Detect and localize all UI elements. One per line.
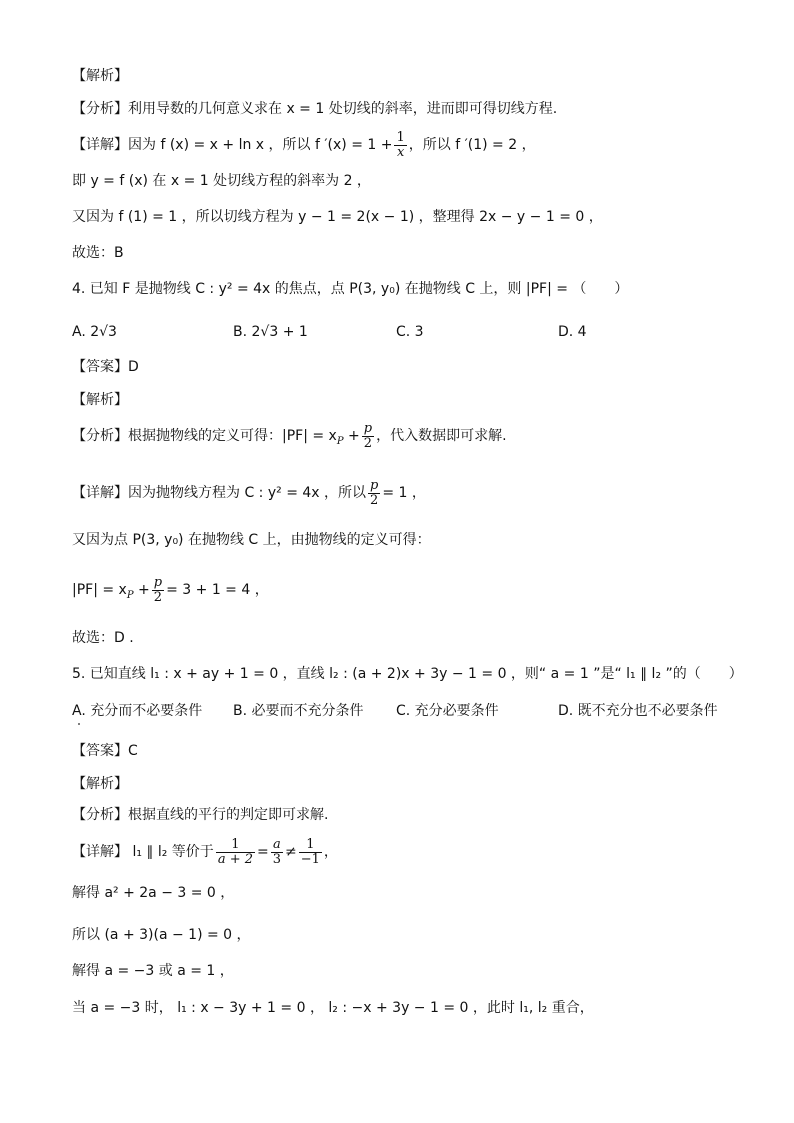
fraction-a-over-3 — [271, 838, 283, 867]
fraction-denominator: x — [396, 144, 405, 160]
q5-option-d: D. 既不充分也不必要条件 — [558, 703, 718, 719]
q4-analysis-heading: 【解析】 — [72, 392, 128, 408]
q4-detail-line1 — [72, 476, 426, 510]
stray-dot — [78, 723, 80, 725]
fraction-p-over-2 — [362, 422, 374, 451]
fraction-numerator: p — [370, 477, 379, 493]
q4-detail-text-b: = 1 ， — [382, 485, 426, 501]
fraction-p-over-2 — [152, 576, 164, 605]
question-4-stem: 4. 已知 F 是抛物线 C : y² = 4x 的焦点，点 P(3, y₀) 在抛物线 C 上，则 |PF| = （ ） — [72, 281, 629, 297]
fraction-denominator: 2 — [370, 492, 379, 508]
q3-answer-select: 故选：B — [72, 245, 124, 261]
equals-sign: = — [257, 844, 269, 860]
fraction-numerator: a — [271, 838, 283, 853]
fraction-denominator: 2 — [153, 589, 163, 605]
q5-detail-line5: 当 a = −3 时， l₁ : x − 3y + 1 = 0 ， l₂ : −x + 3y − 1 = 0 ，此时 l₁, l₂ 重合， — [72, 1000, 594, 1016]
fraction-1-over-x — [394, 131, 406, 160]
q5-detail-line4: 解得 a = −3 或 a = 1 ， — [72, 963, 234, 979]
fraction-numerator: p — [363, 420, 373, 436]
q3-detail-line2: 即 y = f (x) 在 x = 1 处切线方程的斜率为 2 ， — [72, 173, 371, 189]
q5-option-b: B. 必要而不充分条件 — [233, 703, 364, 719]
fraction-denominator: a + 2 — [217, 851, 253, 867]
q4-option-c: C. 3 — [396, 324, 424, 340]
q4-detail-text-a: 【详解】因为抛物线方程为 C : y² = 4x ，所以 — [72, 485, 367, 501]
q3-detail-line1 — [72, 128, 536, 162]
fraction-denominator: 2 — [363, 435, 373, 451]
q5-detail-text-a: 【详解】 l₁ ∥ l₂ 等价于 — [72, 844, 214, 860]
q5-detail-line3: 所以 (a + 3)(a − 1) = 0 ， — [72, 927, 251, 943]
q5-option-c: C. 充分必要条件 — [396, 703, 499, 719]
fraction-numerator: 1 — [396, 129, 405, 145]
q5-detail-text-b: ， — [323, 844, 338, 860]
fraction-numerator: p — [153, 574, 163, 590]
subscript-p: P — [336, 435, 344, 447]
fraction-denominator: 3 — [272, 851, 282, 867]
fraction-1-over-a-plus-2 — [216, 838, 255, 867]
question-5-stem: 5. 已知直线 l₁ : x + ay + 1 = 0 ，直线 l₂ : (a + 2)x + 3y − 1 = 0 ，则“ a = 1 ”是“ l₁ ∥ l₂ ”的（ ） — [72, 666, 743, 682]
q3-analysis-text: 【分析】利用导数的几何意义求在 x = 1 处切线的斜率，进而即可得切线方程. — [72, 101, 558, 117]
analysis-heading: 【解析】 — [72, 68, 128, 84]
q4-answer-select: 故选：D . — [72, 630, 134, 646]
q4-detail-line2: 又因为点 P(3, y₀) 在抛物线 C 上，由抛物线的定义可得： — [72, 532, 431, 548]
q4-option-b: B. 2√3 + 1 — [233, 324, 308, 340]
q4-analysis-text-a: 【分析】根据抛物线的定义可得：|PF| = x — [72, 428, 337, 444]
q5-detail-line1 — [72, 832, 338, 872]
q5-option-a: A. 充分而不必要条件 — [72, 703, 203, 719]
q4-option-d: D. 4 — [558, 324, 587, 340]
fraction-1-over-minus-1 — [299, 838, 322, 867]
fraction-p-over-2 — [368, 479, 380, 508]
fraction-numerator: 1 — [299, 838, 322, 853]
plus-sign: + — [343, 428, 360, 444]
q3-detail-line3: 又因为 f (1) = 1 ，所以切线方程为 y − 1 = 2(x − 1) ，整理得 2x − y − 1 = 0 ， — [72, 209, 603, 225]
q4-answer: 【答案】D — [72, 359, 139, 375]
q4-detail-line3 — [72, 573, 269, 613]
plus-sign: + — [133, 582, 150, 598]
fraction-numerator: 1 — [216, 838, 255, 853]
q5-detail-line2: 解得 a² + 2a − 3 = 0 ， — [72, 885, 235, 901]
subscript-p: P — [126, 589, 134, 601]
q4-detail-line3-a: |PF| = x — [72, 582, 127, 598]
q3-detail-line1-a: 【详解】因为 f (x) = x + ln x ，所以 f ′(x) = 1 + — [72, 137, 393, 153]
q4-analysis-text-b: ，代入数据即可求解. — [376, 428, 507, 444]
q4-analysis-line — [72, 419, 507, 459]
q4-option-a: A. 2√3 — [72, 324, 117, 340]
q3-detail-line1-b: ，所以 f ′(1) = 2 ， — [408, 137, 536, 153]
fraction-denominator: −1 — [300, 851, 320, 867]
q5-analysis-heading: 【解析】 — [72, 776, 128, 792]
q5-answer: 【答案】C — [72, 743, 138, 759]
q4-detail-line3-b: = 3 + 1 = 4 ， — [166, 582, 269, 598]
q5-analysis-text: 【分析】根据直线的平行的判定即可求解. — [72, 807, 329, 823]
not-equal-sign: ≠ — [285, 844, 297, 860]
